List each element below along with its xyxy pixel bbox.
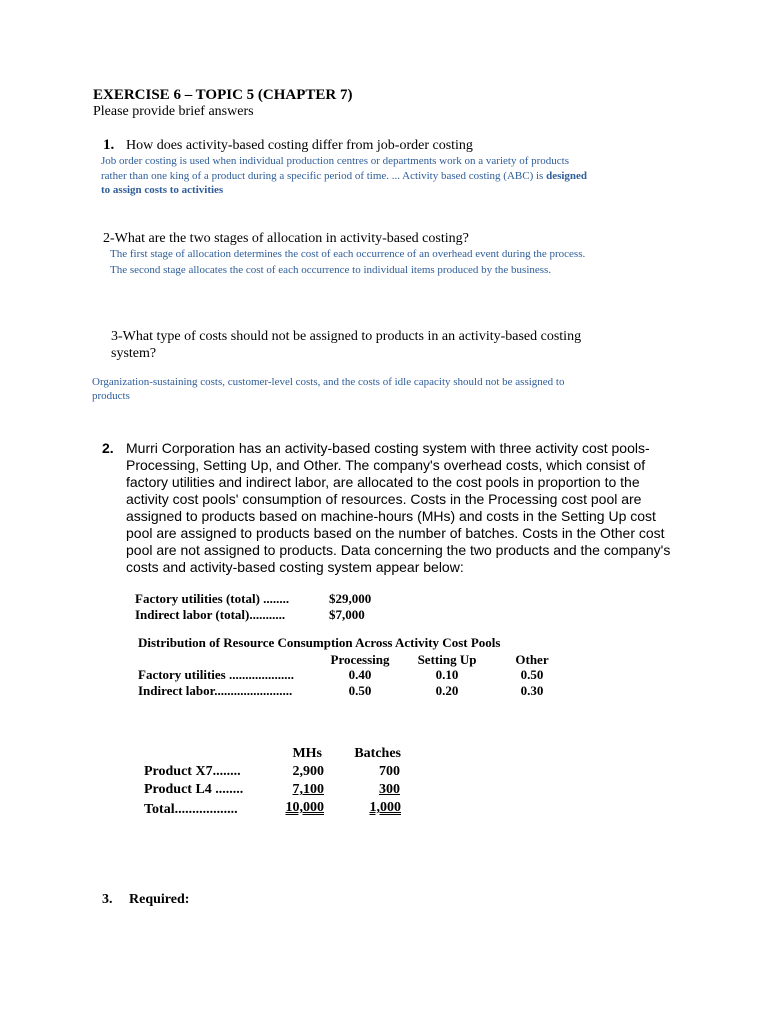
problem-line: Processing, Setting Up, and Other. The company's overhead costs, which consist of [126,457,646,473]
problem-line: costs and activity-based costing system appear below: [126,559,464,575]
row-label: Product X7........ [144,764,241,779]
problem-line: Murri Corporation has an activity-based costing system with three activity cost pools- [126,440,650,456]
question-text: 3-What type of costs should not be assigned to products in an activity-based costing [111,329,582,344]
table-cell [262,782,324,798]
table-cell: 0.20 [435,683,459,698]
question-number: 1. [103,137,115,153]
row-label: Indirect labor........................ [138,683,293,698]
answer-line: The second stage allocates the cost of each occurrence to individual items produced by the business. [110,264,552,276]
table-cell: 2,900 [292,764,324,779]
underlined-value: 300 [379,782,400,797]
cost-value: $29,000 [329,591,372,606]
answer-line: Job order costing is used when individual production centres or departments work on a variety of products [101,155,569,167]
question-text: system? [111,346,157,361]
total-text: Total [144,802,175,817]
page-subtitle: Please provide brief answers [93,104,254,119]
problem-line: activity cost pools' consumption of resources. Costs in the Processing cost pool are [126,491,642,507]
answer-line: Organization-sustaining costs, customer-level costs, and the costs of idle capacity should not be assigned to [92,376,565,388]
page-title: EXERCISE 6 – TOPIC 5 (CHAPTER 7) [93,87,353,103]
column-header: Setting Up [417,652,477,667]
table-cell: 700 [379,764,400,779]
required-label: Required: [129,892,190,907]
total-dots: .................. [174,802,238,817]
problem-line: pool are assigned to products based on the number of batches. Costs in the Other cost [126,525,665,541]
column-header: Batches [354,746,401,761]
answer-text: rather than one king of a product during a specific period of time. ... Activity based costing (ABC) is [101,170,547,182]
problem-line: factory utilities and indirect labor, are allocated to the cost pools in proportion to the [126,474,640,490]
table-cell: 0.50 [348,683,372,698]
row-label: Product L4 ........ [144,782,244,797]
cost-label: Indirect labor (total)........... [135,607,286,622]
table-cell: 0.30 [520,683,544,698]
question-text: 2-What are the two stages of allocation in activity-based costing? [103,231,469,246]
underlined-value: 7,100 [292,782,324,797]
column-header: MHs [292,746,322,761]
table-cell: 0.40 [348,667,372,682]
table-cell [340,800,401,816]
total-label [144,802,238,818]
answer-line: The first stage of allocation determines the cost of each occurrence of an overhead event during the process. [110,248,586,260]
column-header: Processing [330,652,390,667]
table-cell [262,800,324,816]
answer-line [101,170,587,182]
column-header: Other [515,652,549,667]
cost-label: Factory utilities (total) ........ [135,591,290,606]
answer-line: products [92,390,130,402]
answer-emphasis: to assign costs to activities [101,184,224,196]
answer-emphasis: designed [546,170,588,182]
problem-text [126,440,670,576]
problem-line: assigned to products based on machine-hours (MHs) and costs in the Setting Up cost [126,508,656,524]
question-number: 2. [102,440,114,456]
question-text: How does activity-based costing differ from job-order costing [126,138,473,153]
question-number: 3. [102,892,113,907]
cost-value: $7,000 [329,607,365,622]
total-value: 1,000 [369,800,401,815]
table-title: Distribution of Resource Consumption Across Activity Cost Pools [138,635,501,650]
table-cell: 0.50 [520,667,544,682]
table-cell [340,782,400,798]
problem-line: pool are not assigned to products. Data concerning the two products and the company's [126,542,671,558]
total-value: 10,000 [285,800,324,815]
table-cell: 0.10 [435,667,459,682]
row-label: Factory utilities .................... [138,667,294,682]
